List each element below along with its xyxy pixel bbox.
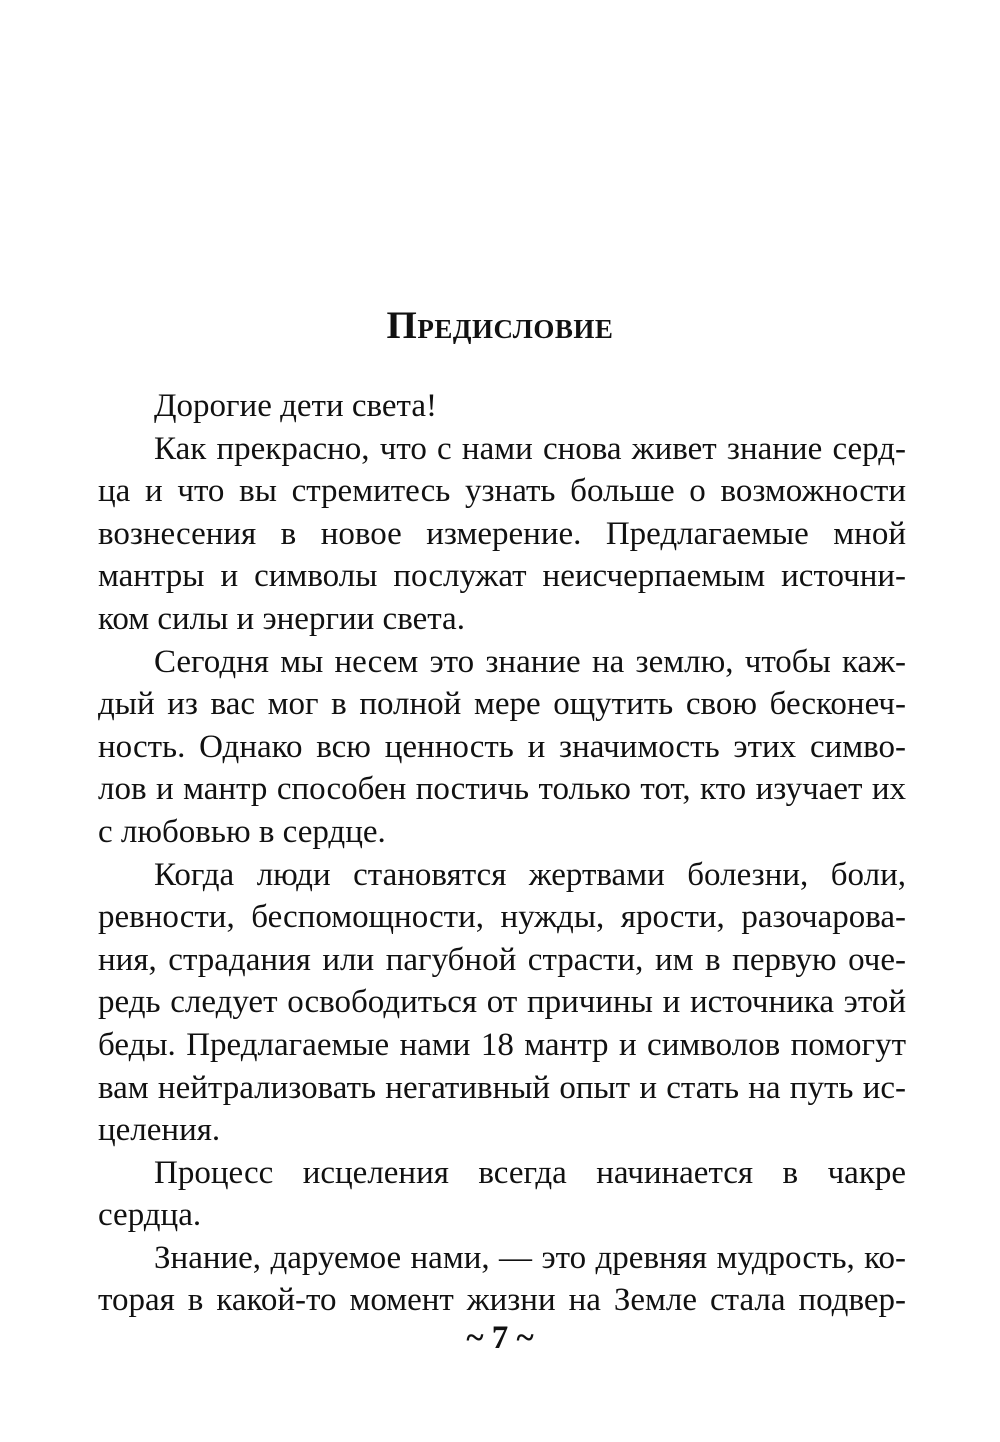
text-line: лов и мантр способен постичь только тот, кто изучает их [98, 771, 906, 808]
text-line: Как прекрасно, что с нами снова живет знание серд- [154, 430, 906, 467]
text-line: редь следует освободиться от причины и источника этой [98, 984, 906, 1021]
text-line: Знание, даруемое нами, — это древняя мудрость, ко- [154, 1239, 906, 1276]
text-line: Когда люди становятся жертвами болезни, боли, [154, 856, 906, 893]
text-line: мантры и символы послужат неисчерпаемым источни- [98, 558, 906, 595]
body-text [98, 385, 906, 1322]
text-line: вам нейтрализовать негативный опыт и стать на путь ис- [98, 1069, 906, 1106]
text-line: ность. Однако всю ценность и значимость этих симво- [98, 728, 906, 765]
text-line: Сегодня мы несем это знание на землю, чтобы каж- [154, 643, 906, 680]
text-line: сердца. [98, 1197, 202, 1234]
text-line: целения. [98, 1112, 221, 1149]
text-line: Дорогие дети света! [154, 388, 438, 424]
text-line: вознесения в новое измерение. Предлагаемые мной [98, 515, 906, 552]
text-line: торая в какой-то момент жизни на Земле стала подвер- [98, 1282, 906, 1319]
page-title: Предисловие [386, 304, 614, 347]
text-line: беды. Предлагаемые нами 18 мантр и символов помогут [98, 1026, 906, 1063]
text-line: ния, страдания или пагубной страсти, им в первую оче- [98, 941, 906, 978]
text-line: ца и что вы стремитесь узнать больше о возможности [98, 473, 906, 510]
page-number: ~ 7 ~ [466, 1320, 534, 1356]
text-line: дый из вас мог в полной мере ощутить свою бесконеч- [98, 686, 906, 723]
text-line: с любовью в сердце. [98, 813, 386, 850]
text-line: ревности, беспомощности, нужды, ярости, разочарова- [98, 899, 906, 936]
text-line: ком силы и энергии света. [98, 600, 465, 637]
text-line: Процесс исцеления всегда начинается в чакре [154, 1154, 906, 1191]
